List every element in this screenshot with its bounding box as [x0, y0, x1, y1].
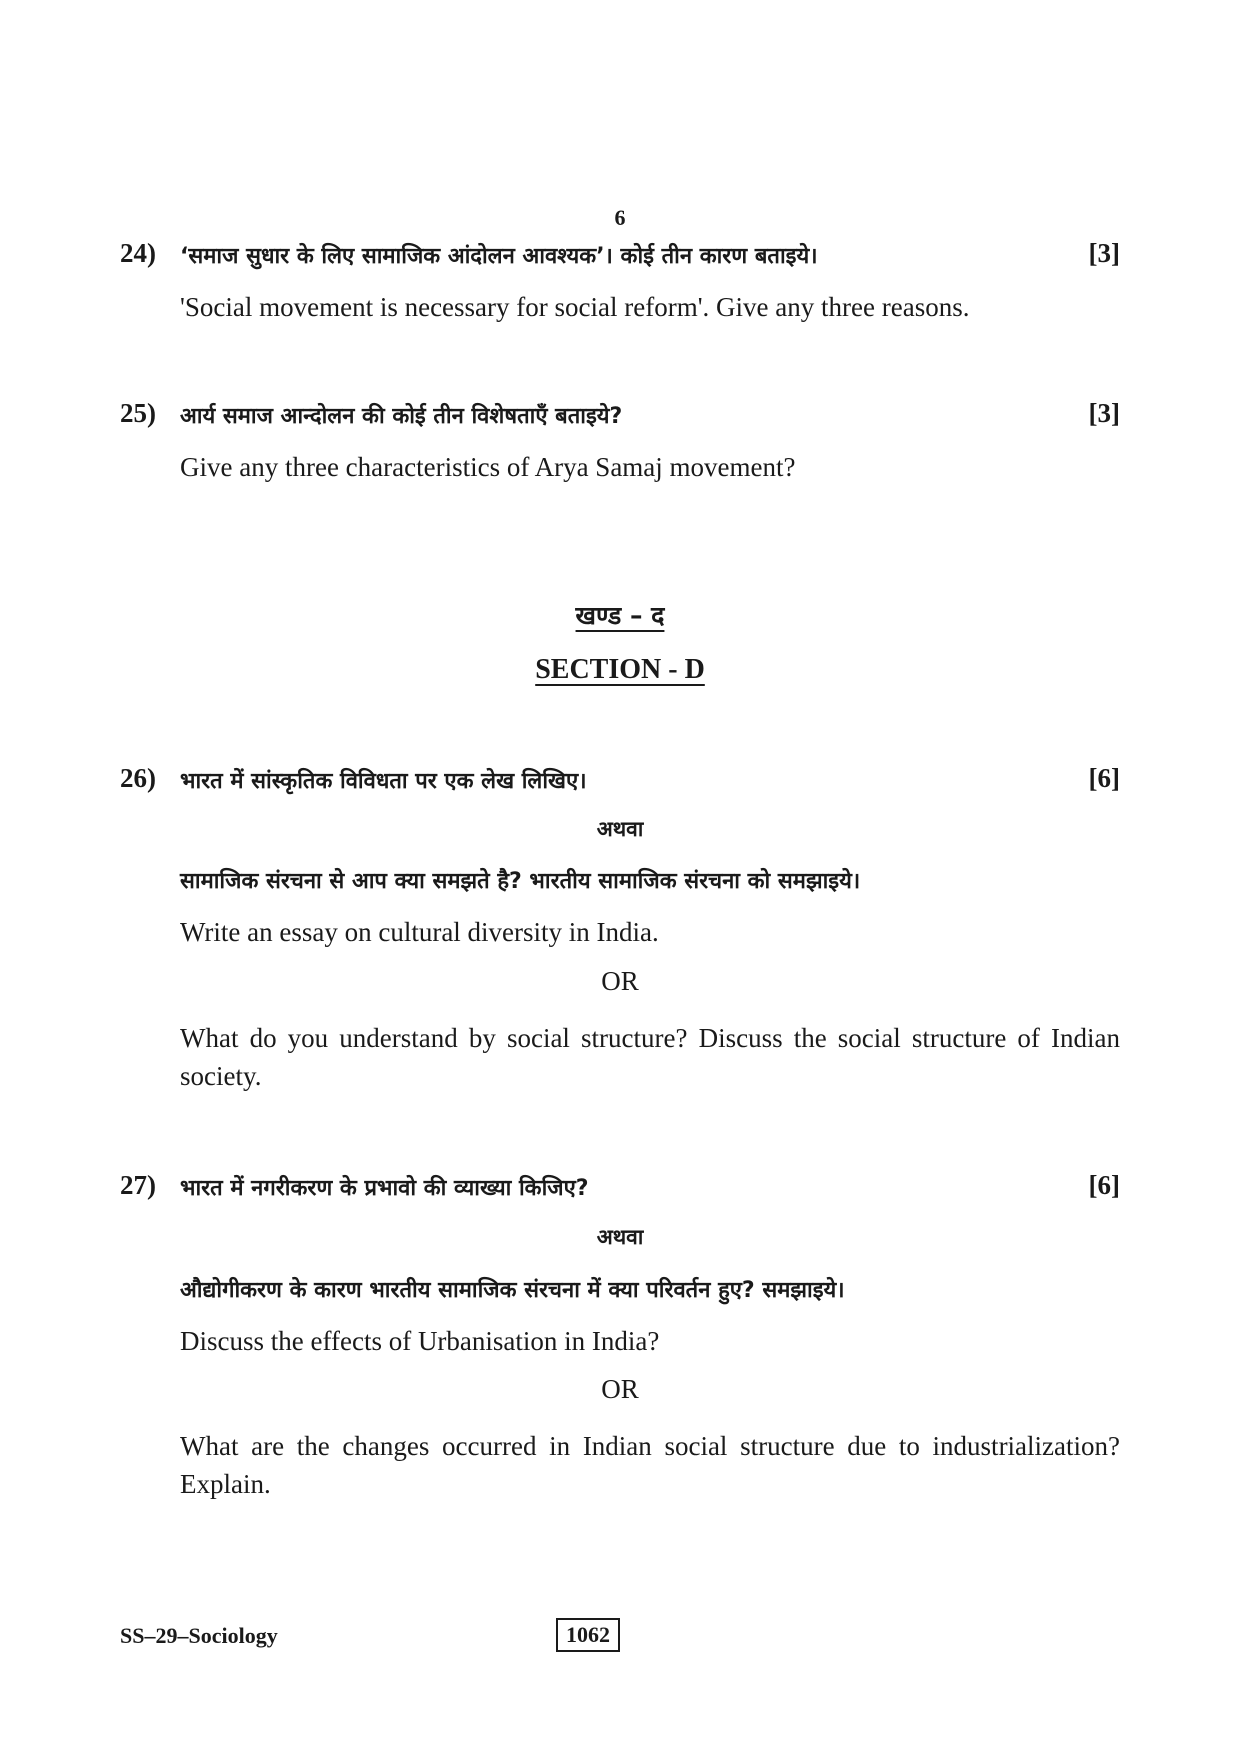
section-heading-english: SECTION - D — [535, 654, 705, 685]
question-number: 27) — [120, 1170, 156, 1200]
question-marks: [3] — [1088, 398, 1120, 428]
question-alt-english: What are the changes occurred in Indian social structure due to industrialization? Explain. — [180, 1431, 1120, 1499]
or-separator-english: OR — [601, 1374, 639, 1404]
question-alt-hindi: औद्योगीकरण के कारण भारतीय सामाजिक संरचना में क्या परिवर्तन हुए? समझाइये। — [180, 1278, 845, 1303]
question-alt-english: What do you understand by social structure? Discuss the social structure of Indian society. — [180, 1023, 1120, 1091]
question-text-hindi: भारत में नगरीकरण के प्रभावो की व्याख्या किजिए? — [180, 1176, 589, 1201]
question-alt-hindi: सामाजिक संरचना से आप क्या समझते है? भारतीय सामाजिक संरचना को समझाइये। — [180, 869, 861, 894]
question-text-english: Discuss the effects of Urbanisation in India? — [180, 1326, 660, 1356]
question-text-hindi: ‘समाज सुधार के लिए सामाजिक आंदोलन आवश्यक’। कोई तीन कारण बताइये। — [180, 244, 818, 269]
question-text-english: 'Social movement is necessary for social reform'. Give any three reasons. — [180, 292, 970, 322]
or-separator-english: OR — [601, 966, 639, 996]
question-number: 24) — [120, 238, 156, 268]
question-marks: [6] — [1088, 1170, 1120, 1200]
question-text-hindi: आर्य समाज आन्दोलन की कोई तीन विशेषताएँ बताइये? — [180, 404, 623, 429]
question-number: 26) — [120, 763, 156, 793]
footer-subject: SS–29–Sociology — [120, 1623, 278, 1648]
question-marks: [3] — [1088, 238, 1120, 268]
footer-code: 1062 — [556, 1618, 620, 1652]
question-text-english: Give any three characteristics of Arya Samaj movement? — [180, 452, 796, 482]
section-heading-hindi: खण्ड – द — [575, 601, 665, 630]
or-separator-hindi: अथवा — [596, 1225, 644, 1249]
or-separator-hindi: अथवा — [596, 817, 644, 841]
question-number: 25) — [120, 398, 156, 428]
question-marks: [6] — [1088, 763, 1120, 793]
question-text-hindi: भारत में सांस्कृतिक विविधता पर एक लेख लिखिए। — [180, 769, 587, 794]
page-number: 6 — [614, 205, 626, 230]
question-text-english: Write an essay on cultural diversity in India. — [180, 917, 659, 947]
